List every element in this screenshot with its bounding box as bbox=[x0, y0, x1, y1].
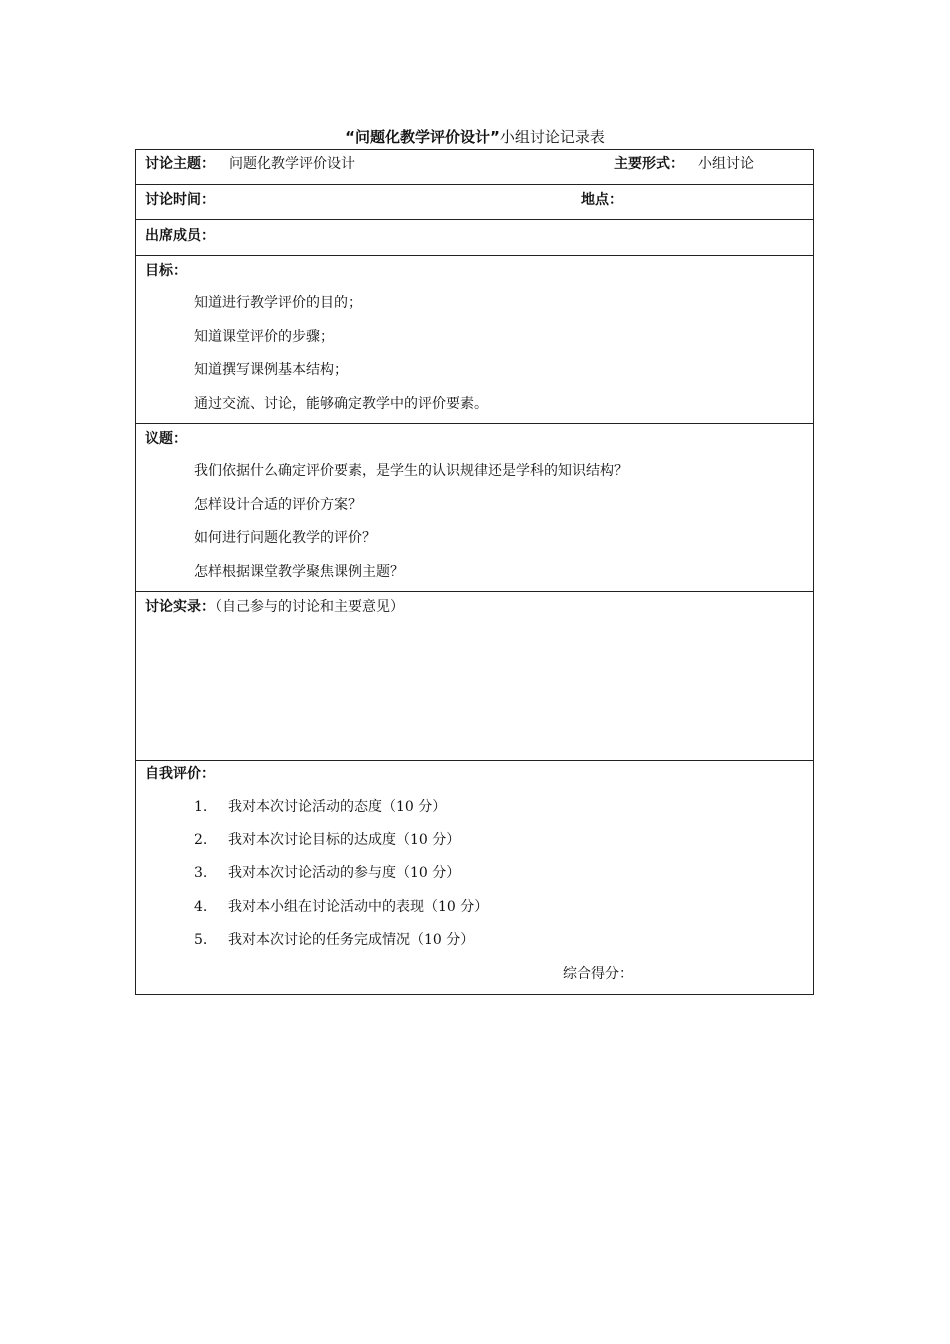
record-hint: （自己参与的讨论和主要意见） bbox=[215, 599, 404, 615]
members-label: 出席成员： bbox=[145, 228, 215, 244]
topic-item: 我们依据什么确定评价要素，是学生的认识规律还是学科的知识结构？ bbox=[194, 463, 628, 479]
topic-label: 讨论主题： bbox=[145, 156, 215, 172]
time-label: 讨论时间： bbox=[145, 192, 215, 208]
goal-item: 通过交流、讨论，能够确定教学中的评价要素。 bbox=[194, 396, 488, 412]
self-eval-item bbox=[194, 863, 460, 883]
record-section bbox=[136, 592, 813, 761]
place-label: 地点： bbox=[581, 192, 623, 208]
goal-item: 知道撰写课例基本结构； bbox=[194, 362, 348, 378]
form-title bbox=[135, 125, 815, 149]
form-title-rest: 小组讨论记录表 bbox=[499, 128, 605, 146]
record-heading bbox=[145, 596, 404, 617]
discussion-record-table bbox=[135, 149, 814, 995]
item-text: 我对本次讨论的任务完成情况（10 分） bbox=[228, 932, 475, 948]
goals-label: 目标： bbox=[145, 263, 187, 279]
item-text: 我对本次讨论活动的态度（10 分） bbox=[228, 799, 447, 815]
item-text: 我对本小组在讨论活动中的表现（10 分） bbox=[228, 899, 489, 915]
topic-row bbox=[136, 150, 813, 185]
topics-label: 议题： bbox=[145, 431, 187, 447]
self-eval-item bbox=[194, 797, 446, 817]
goal-item: 知道课堂评价的步骤； bbox=[194, 329, 334, 345]
self-eval-section bbox=[136, 761, 813, 996]
record-label: 讨论实录： bbox=[145, 599, 215, 615]
item-text: 我对本次讨论活动的参与度（10 分） bbox=[228, 865, 461, 881]
topic-item: 怎样根据课堂教学聚焦课例主题？ bbox=[194, 564, 404, 580]
goals-section bbox=[136, 256, 813, 424]
time-row bbox=[136, 185, 813, 220]
item-number: 3. bbox=[194, 865, 208, 881]
self-eval-item bbox=[194, 897, 488, 917]
members-row bbox=[136, 220, 813, 256]
topic-item: 怎样设计合适的评价方案？ bbox=[194, 497, 362, 513]
form-type-value: 小组讨论 bbox=[698, 156, 754, 172]
self-eval-item bbox=[194, 930, 474, 950]
self-eval-label: 自我评价： bbox=[145, 766, 215, 782]
form-title-emphasis: “问题化教学评价设计” bbox=[345, 128, 500, 146]
item-number: 4. bbox=[194, 899, 208, 915]
item-number: 1. bbox=[194, 799, 208, 815]
item-number: 5. bbox=[194, 932, 208, 948]
form-type-label: 主要形式： bbox=[614, 156, 684, 172]
topics-section bbox=[136, 424, 813, 592]
topic-item: 如何进行问题化教学的评价？ bbox=[194, 530, 376, 546]
topic-value: 问题化教学评价设计 bbox=[229, 156, 355, 172]
total-score-label: 综合得分： bbox=[563, 966, 633, 982]
goal-item: 知道进行教学评价的目的； bbox=[194, 295, 362, 311]
item-text: 我对本次讨论目标的达成度（10 分） bbox=[228, 832, 461, 848]
self-eval-item bbox=[194, 830, 460, 850]
item-number: 2. bbox=[194, 832, 208, 848]
